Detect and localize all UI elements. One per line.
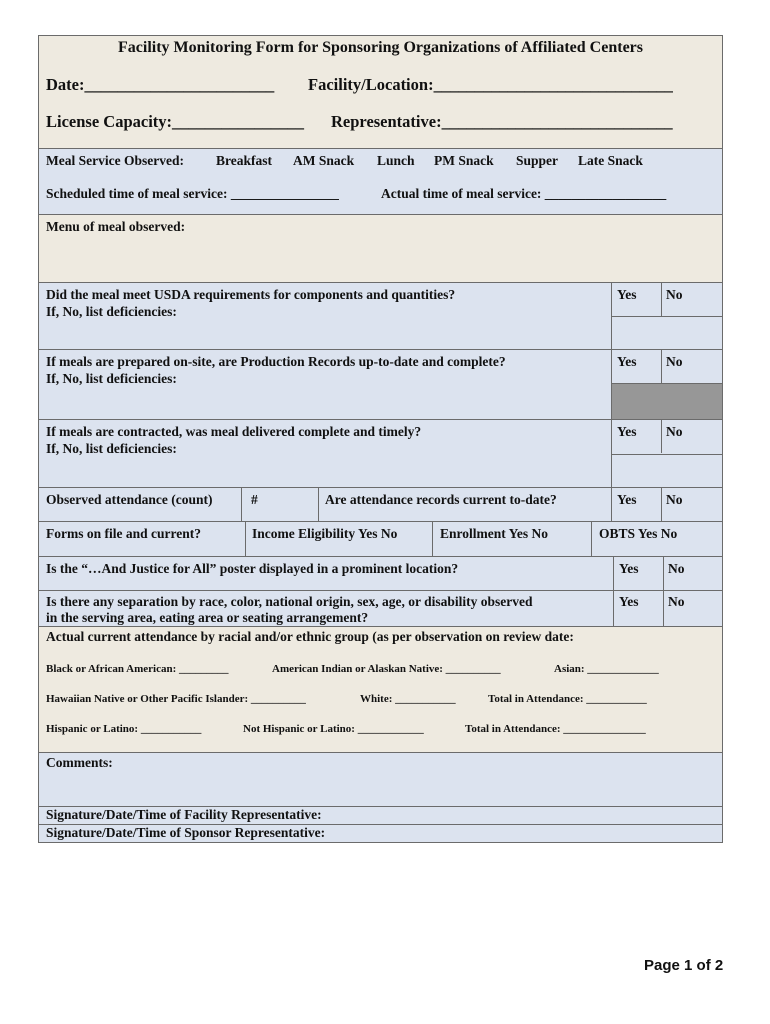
meal-service-section xyxy=(39,148,722,214)
meal-option-supper[interactable]: Supper xyxy=(516,153,559,168)
scheduled-time-field[interactable]: Scheduled time of meal service: ________________ xyxy=(46,186,339,201)
usda-no-option[interactable]: No xyxy=(666,287,683,302)
not-hispanic-latino-field[interactable]: Not Hispanic or Latino: ____________ xyxy=(243,723,424,735)
forms-row xyxy=(39,521,722,556)
usda-deficiencies-label: If, No, list deficiencies: xyxy=(46,304,177,319)
facility-signature-row[interactable] xyxy=(39,806,722,824)
hawaiian-pacific-islander-field[interactable]: Hawaiian Native or Other Pacific Islander: __________ xyxy=(46,693,306,705)
monitoring-form xyxy=(38,35,723,843)
representative-field[interactable]: Representative:____________________________ xyxy=(331,112,673,131)
contracted-deficiencies-label: If, No, list deficiencies: xyxy=(46,441,177,456)
demographics-section xyxy=(39,626,722,752)
meal-option-lunch[interactable]: Lunch xyxy=(377,153,415,168)
meal-option-late-snack[interactable]: Late Snack xyxy=(578,153,643,168)
poster-question: Is the “…And Justice for All” poster displayed in a prominent location? xyxy=(46,561,459,576)
form-header xyxy=(39,36,722,148)
license-capacity-field[interactable]: License Capacity:________________ xyxy=(46,112,305,131)
separation-yes-option[interactable]: Yes xyxy=(619,594,639,609)
production-deficiencies-label: If, No, list deficiencies: xyxy=(46,371,177,386)
usda-question: Did the meal meet USDA requirements for components and quantities? xyxy=(46,287,456,302)
production-yes-option[interactable]: Yes xyxy=(617,354,637,369)
white-field[interactable]: White: ___________ xyxy=(360,693,456,705)
sponsor-signature-row[interactable] xyxy=(39,824,722,842)
menu-section[interactable] xyxy=(39,214,722,282)
contracted-meal-row xyxy=(39,419,722,487)
comments-section[interactable] xyxy=(39,752,722,806)
facility-signature-label: Signature/Date/Time of Facility Representative: xyxy=(46,807,322,822)
total-attendance-field-1[interactable]: Total in Attendance: ___________ xyxy=(488,693,647,705)
production-records-row xyxy=(39,349,722,419)
income-eligibility-option[interactable]: Income Eligibility Yes No xyxy=(252,526,398,541)
attendance-row xyxy=(39,487,722,521)
hispanic-latino-field[interactable]: Hispanic or Latino: ___________ xyxy=(46,723,202,735)
usda-yes-option[interactable]: Yes xyxy=(617,287,637,302)
black-african-american-field[interactable]: Black or African American: _________ xyxy=(46,663,229,675)
american-indian-field[interactable]: American Indian or Alaskan Native: __________ xyxy=(272,663,501,675)
separation-row xyxy=(39,590,722,626)
contracted-no-option[interactable]: No xyxy=(666,424,683,439)
enrollment-option[interactable]: Enrollment Yes No xyxy=(440,526,548,541)
obts-option[interactable]: OBTS Yes No xyxy=(599,526,678,541)
poster-row xyxy=(39,556,722,590)
usda-question-row xyxy=(39,282,722,349)
menu-label: Menu of meal observed: xyxy=(46,219,186,234)
facility-location-field[interactable]: Facility/Location:_____________________________ xyxy=(308,75,673,94)
meal-option-pm-snack[interactable]: PM Snack xyxy=(434,153,494,168)
form-title: Facility Monitoring Form for Sponsoring Organizations of Affiliated Centers xyxy=(118,39,643,56)
contracted-meal-question: If meals are contracted, was meal delivered complete and timely? xyxy=(46,424,422,439)
attendance-records-question: Are attendance records current to-date? xyxy=(325,492,557,507)
meal-option-am-snack[interactable]: AM Snack xyxy=(293,153,355,168)
asian-field[interactable]: Asian: _____________ xyxy=(554,663,659,675)
total-attendance-field-2[interactable]: Total in Attendance: _______________ xyxy=(465,723,646,735)
forms-on-file-label: Forms on file and current? xyxy=(46,526,201,541)
shaded-cell xyxy=(612,384,722,419)
separation-question: Is there any separation by race, color, national origin, sex, age, or disability observed xyxy=(46,594,533,609)
records-no-option[interactable]: No xyxy=(666,492,683,507)
page-number: Page 1 of 2 xyxy=(644,957,724,974)
production-records-question: If meals are prepared on-site, are Production Records up-to-date and complete? xyxy=(46,354,506,369)
production-no-option[interactable]: No xyxy=(666,354,683,369)
date-field[interactable]: Date:_______________________ xyxy=(46,75,275,94)
meal-service-observed-label: Meal Service Observed: xyxy=(46,153,184,168)
observed-attendance-label: Observed attendance (count) xyxy=(46,492,213,507)
actual-time-field[interactable]: Actual time of meal service: __________________ xyxy=(381,186,667,201)
comments-label: Comments: xyxy=(46,755,113,770)
meal-option-breakfast[interactable]: Breakfast xyxy=(216,153,272,168)
sponsor-signature-label: Signature/Date/Time of Sponsor Representative: xyxy=(46,825,326,840)
attendance-count-field[interactable]: # xyxy=(251,492,258,507)
separation-question-continued: in the serving area, eating area or seating arrangement? xyxy=(46,610,369,625)
poster-yes-option[interactable]: Yes xyxy=(619,561,639,576)
demographics-heading: Actual current attendance by racial and/or ethnic group (as per observation on review date: xyxy=(46,629,574,644)
poster-no-option[interactable]: No xyxy=(668,561,685,576)
records-yes-option[interactable]: Yes xyxy=(617,492,637,507)
separation-no-option[interactable]: No xyxy=(668,594,685,609)
contracted-yes-option[interactable]: Yes xyxy=(617,424,637,439)
